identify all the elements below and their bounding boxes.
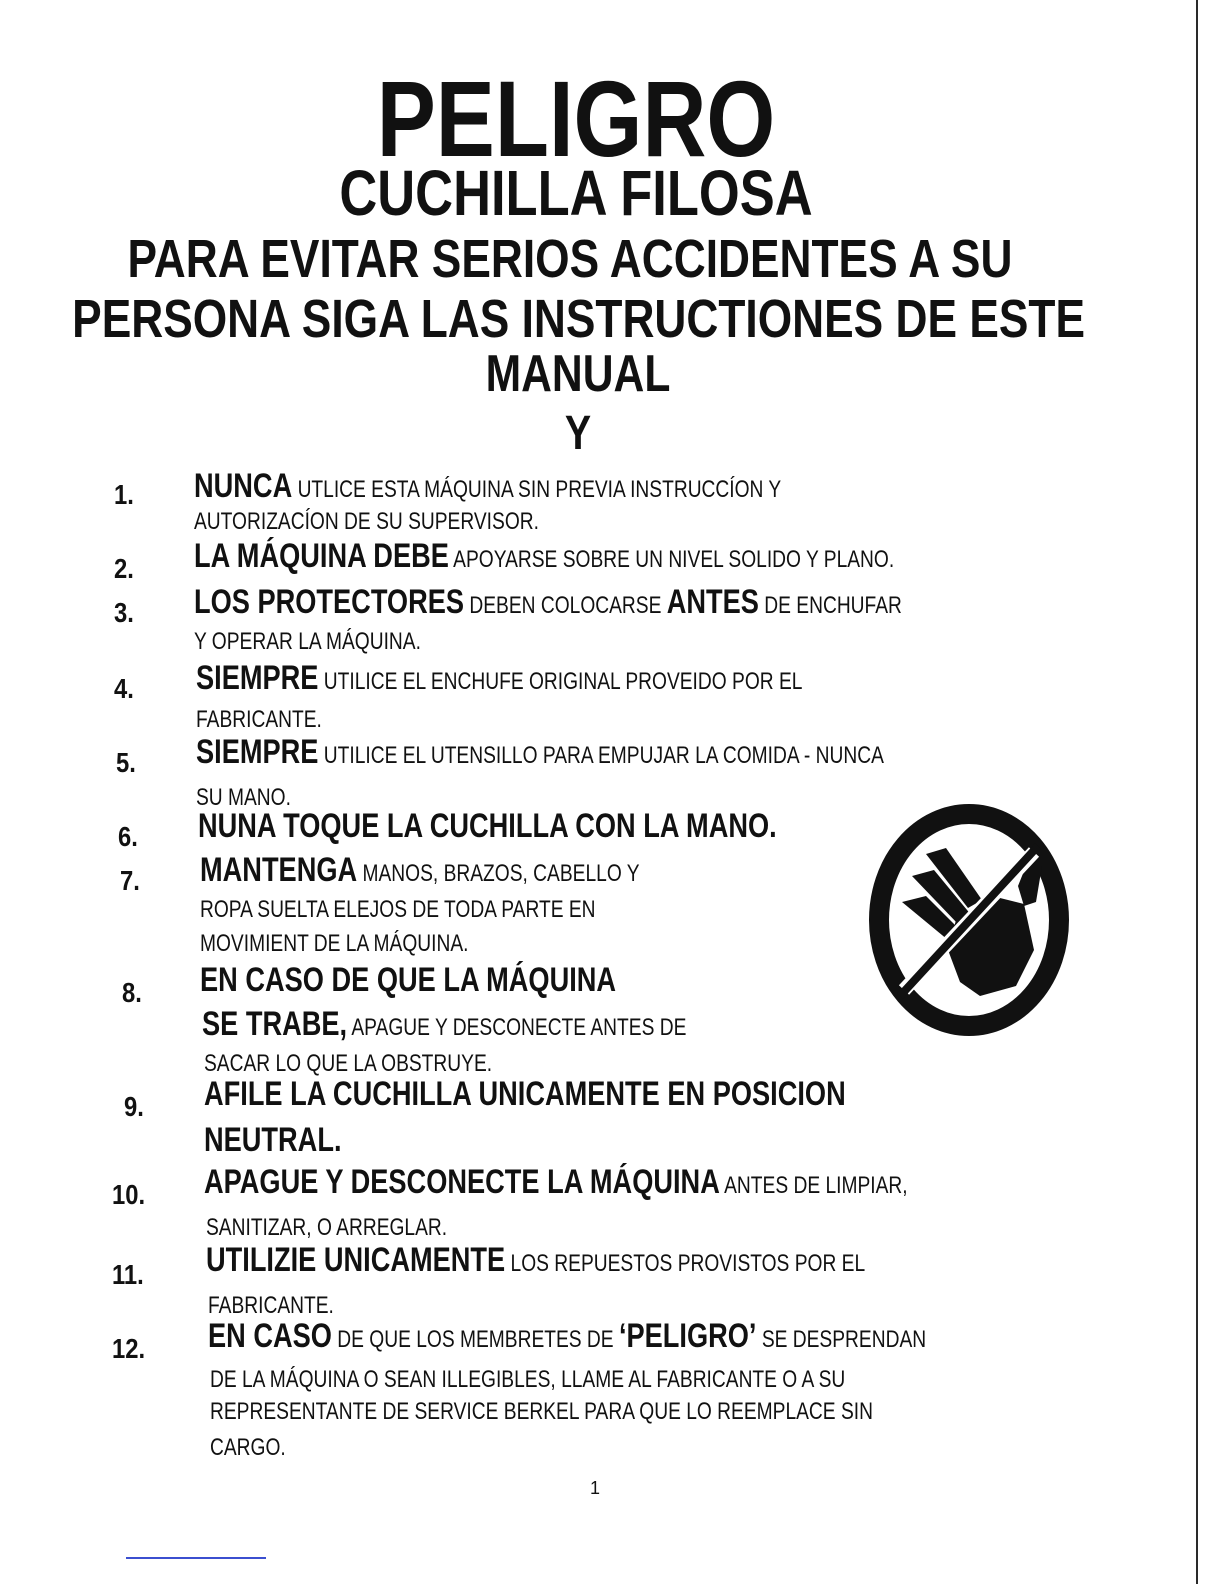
list-item	[194, 537, 895, 575]
item-text-2: SE DESPRENDAN	[761, 1326, 927, 1353]
list-item	[196, 733, 884, 771]
item-bold-text: LOS PROTECTORES	[194, 583, 465, 621]
list-item	[204, 1075, 846, 1113]
warning-line-2: PERSONA SIGA LAS INSTRUCTIONES DE ESTE	[72, 289, 1085, 349]
list-item	[204, 1163, 908, 1201]
page-number: 1	[590, 1478, 601, 1498]
no-hand-icon	[864, 800, 1074, 1040]
item-bold-text: AFILE LA CUCHILLA UNICAMENTE EN POSICION	[204, 1075, 846, 1113]
item-continuation-2: MOVIMIENT DE LA MÁQUINA.	[200, 930, 469, 957]
item-bold-text: UTILIZIE UNICAMENTE	[206, 1241, 506, 1279]
item-bold-text-2: SE TRABE,	[202, 1005, 348, 1043]
item-text: DEBEN COLOCARSE	[469, 592, 662, 619]
item-bold-text: NUNCA	[194, 467, 293, 505]
list-item	[194, 583, 902, 621]
item-number: 12.	[112, 1333, 146, 1364]
page-subtitle: CUCHILLA FILOSA	[339, 157, 813, 229]
item-bold-text: LA MÁQUINA DEBE	[194, 537, 449, 575]
item-continuation: FABRICANTE.	[208, 1292, 334, 1319]
item-bold-text: SIEMPRE	[196, 733, 319, 771]
item-number: 1.	[114, 479, 134, 510]
list-item-line-2	[204, 1121, 342, 1159]
item-continuation-2: REPRESENTANTE DE SERVICE BERKEL PARA QUE LO REEMPLACE SIN	[210, 1398, 873, 1425]
item-number: 8.	[122, 977, 142, 1008]
item-text: UTLICE ESTA MÁQUINA SIN PREVIA INSTRUCCÍON Y	[297, 476, 782, 503]
item-bold-text: SIEMPRE	[196, 659, 319, 697]
item-text: ANTES DE LIMPIAR,	[724, 1172, 908, 1199]
item-continuation: SU MANO.	[196, 784, 291, 811]
item-text-2: DE ENCHUFAR	[764, 592, 902, 619]
item-number: 4.	[114, 673, 134, 704]
item-text: APOYARSE SOBRE UN NIVEL SOLIDO Y PLANO.	[453, 546, 895, 573]
item-bold-text-2: ANTES	[666, 583, 759, 621]
footer-rule	[126, 1557, 266, 1559]
item-continuation: SACAR LO QUE LA OBSTRUYE.	[204, 1050, 493, 1077]
item-number: 2.	[114, 553, 134, 584]
item-continuation: DE LA MÁQUINA O SEAN ILLEGIBLES, LLAME AL FABRICANTE O A SU	[210, 1366, 846, 1393]
item-number: 3.	[114, 597, 134, 628]
item-bold-text: MANTENGA	[200, 851, 358, 889]
list-item	[194, 467, 782, 505]
list-item	[196, 659, 803, 697]
item-bold-text: APAGUE Y DESCONECTE LA MÁQUINA	[204, 1163, 720, 1201]
warning-line-3: MANUAL	[485, 345, 671, 403]
item-number: 5.	[116, 747, 136, 778]
item-text: LOS REPUESTOS PROVISTOS POR EL	[510, 1250, 866, 1277]
item-number: 11.	[112, 1259, 144, 1290]
item-continuation: AUTORIZACÍON DE SU SUPERVISOR.	[194, 508, 539, 535]
list-item	[200, 961, 617, 999]
warning-line-1: PARA EVITAR SERIOS ACCIDENTES A SU	[127, 229, 1013, 289]
item-continuation: ROPA SUELTA ELEJOS DE TODA PARTE EN	[200, 896, 596, 923]
item-bold-text: EN CASO	[208, 1317, 332, 1355]
item-bold-text-2: NEUTRAL.	[204, 1121, 342, 1159]
list-item-line-2	[202, 1005, 687, 1043]
item-text: MANOS, BRAZOS, CABELLO Y	[362, 860, 640, 887]
item-text: DE QUE LOS MEMBRETES DE	[337, 1326, 614, 1353]
list-item	[200, 851, 640, 889]
item-bold-text: NUNA TOQUE LA CUCHILLA CON LA MANO.	[198, 807, 777, 845]
list-item	[206, 1241, 866, 1279]
item-number: 7.	[120, 865, 140, 896]
item-continuation: SANITIZAR, O ARREGLAR.	[206, 1214, 448, 1241]
item-number: 10.	[112, 1179, 146, 1210]
list-item	[198, 807, 777, 845]
warning-line-4: Y	[564, 407, 592, 460]
item-text: UTILICE EL ENCHUFE ORIGINAL PROVEIDO POR EL	[323, 668, 803, 695]
item-number: 6.	[118, 821, 138, 852]
item-continuation: Y OPERAR LA MÁQUINA.	[194, 628, 421, 655]
item-continuation: FABRICANTE.	[196, 706, 322, 733]
item-number: 9.	[124, 1091, 144, 1122]
list-item	[208, 1317, 927, 1355]
item-bold-text: EN CASO DE QUE LA MÁQUINA	[200, 961, 617, 999]
page-edge-line	[1196, 0, 1198, 1584]
item-bold-text-2: ‘PELIGRO’	[618, 1317, 757, 1355]
item-text: UTILICE EL UTENSILLO PARA EMPUJAR LA COMIDA - NUNCA	[323, 742, 884, 769]
item-text-2: APAGUE Y DESCONECTE ANTES DE	[351, 1014, 687, 1041]
page-title: PELIGRO	[376, 58, 776, 179]
item-continuation-3: CARGO.	[210, 1434, 286, 1461]
